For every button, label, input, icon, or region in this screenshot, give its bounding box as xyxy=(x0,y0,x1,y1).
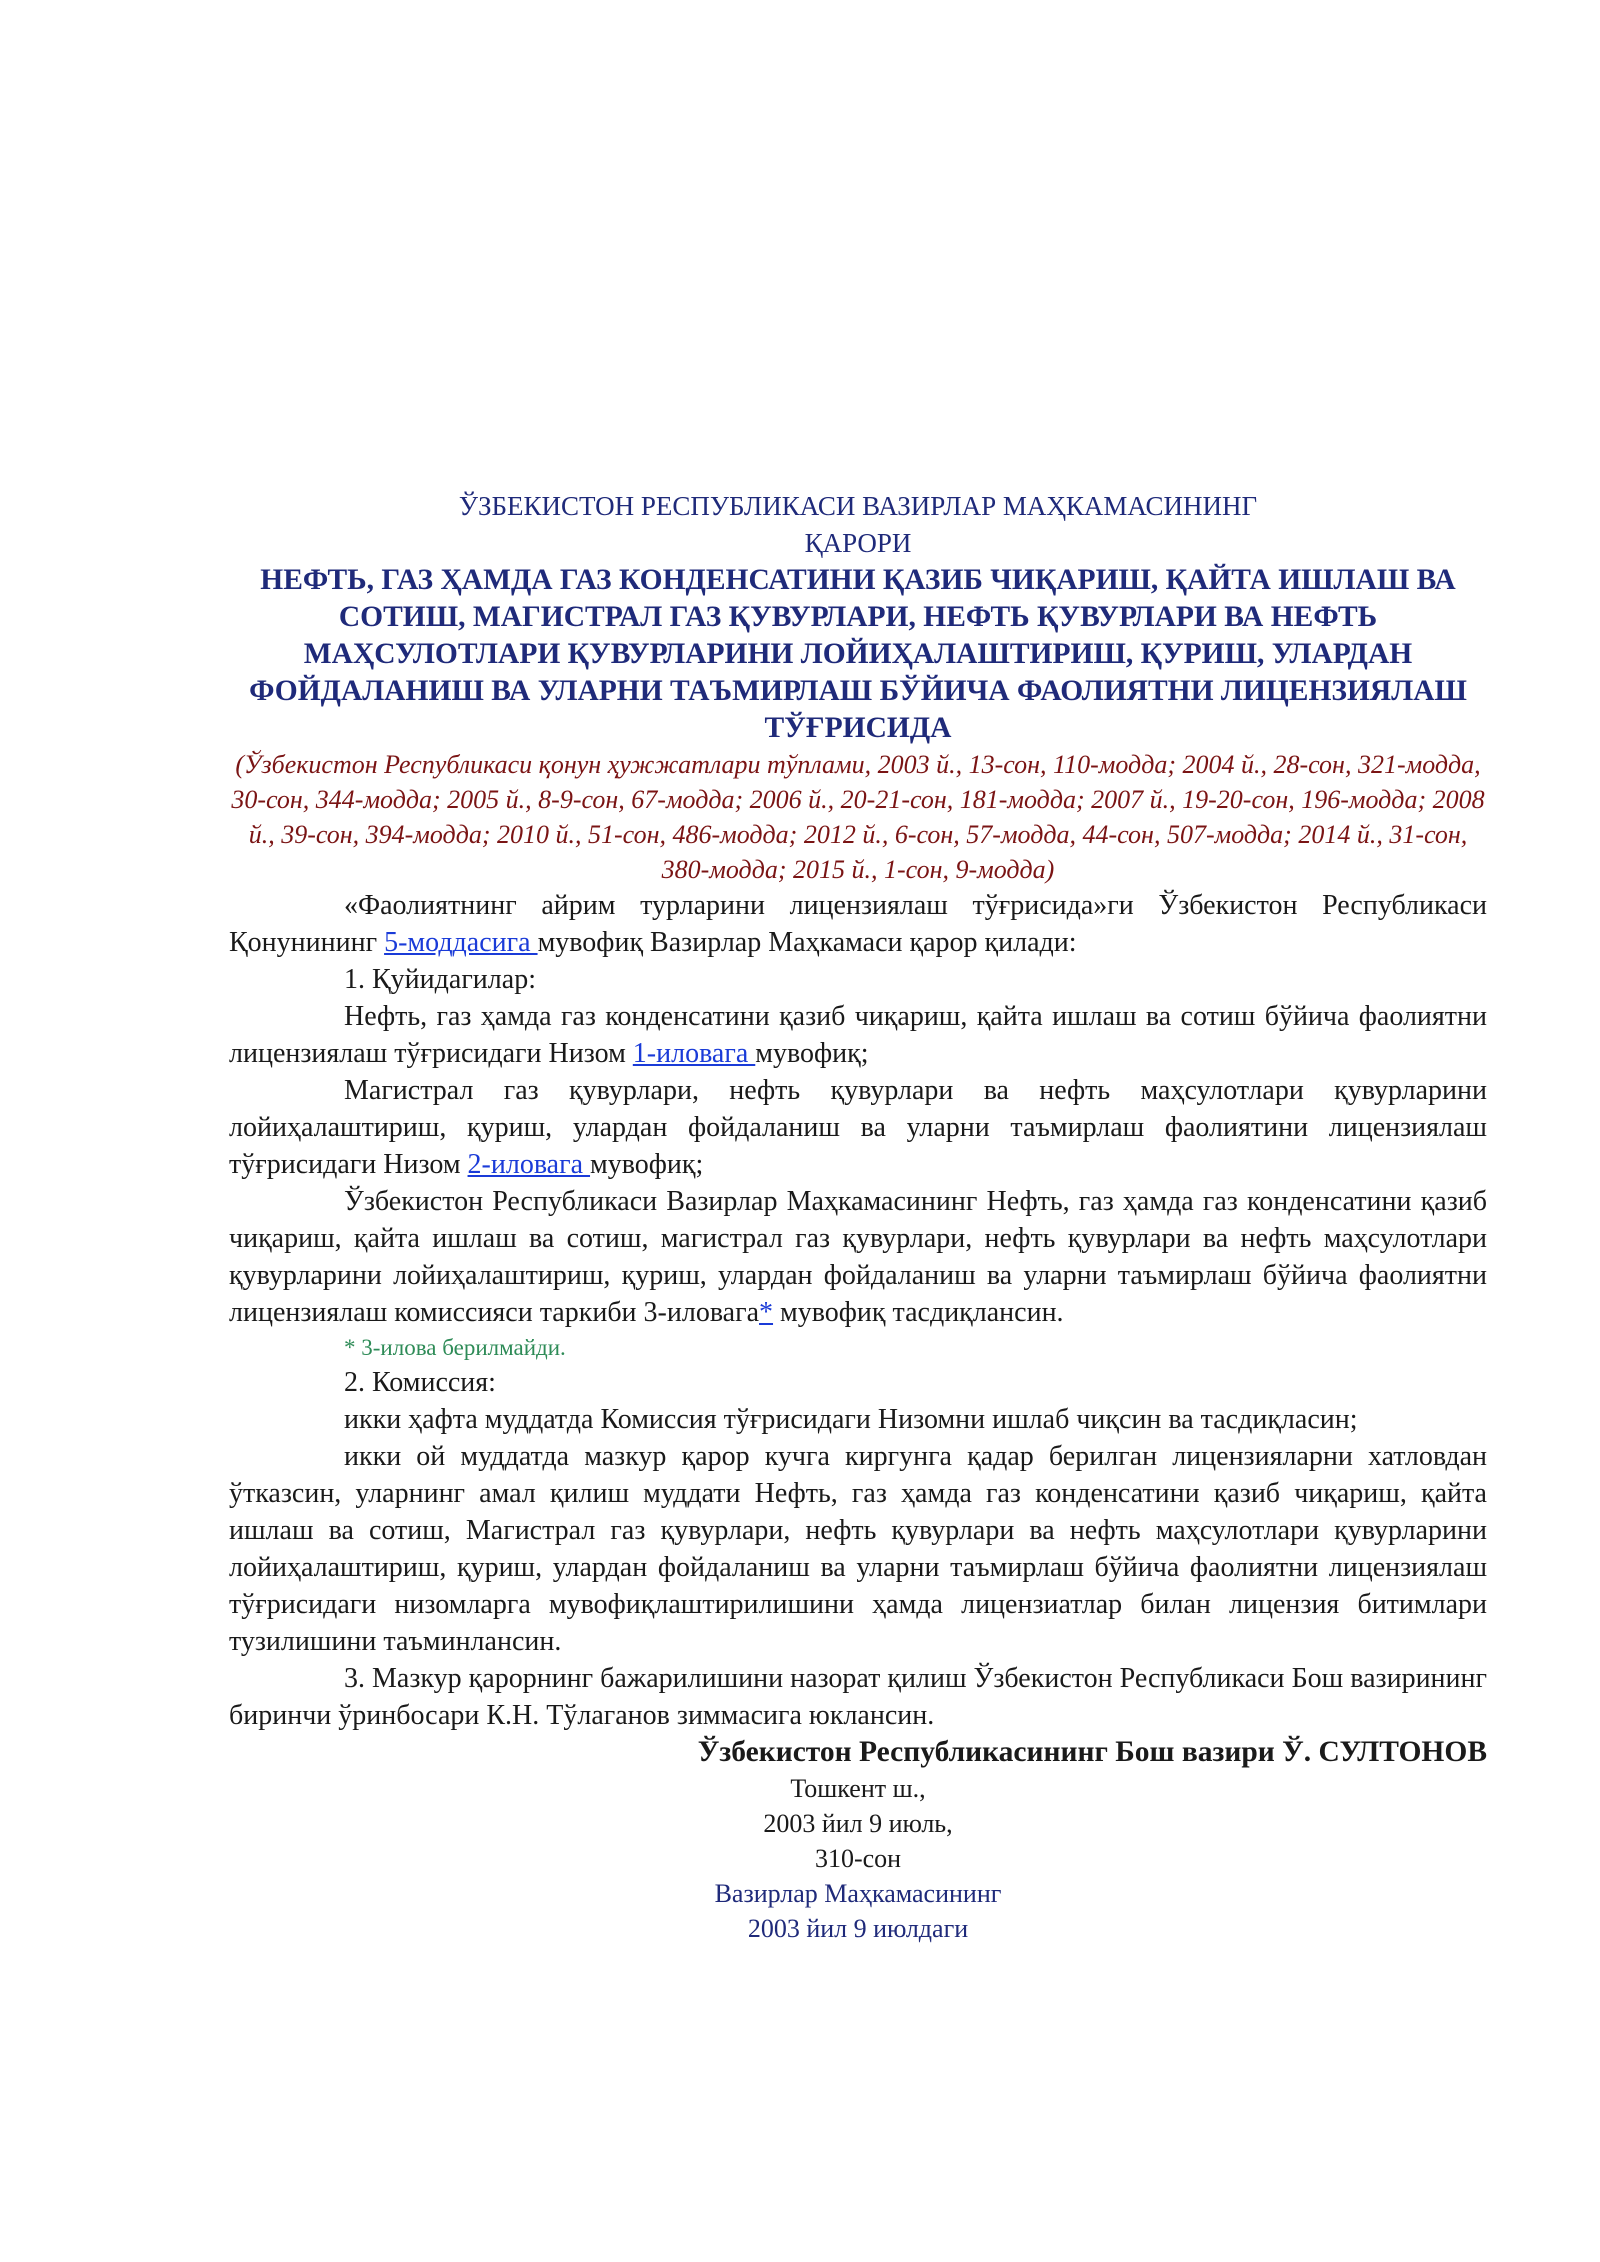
legislation-sources: (Ўзбекистон Республикаси қонун ҳужжатлари тўплами, 2003 й., 13-сон, 110-модда; 2004 й., 28-сон, 321-модда, 30-сон, 344-модда; 2005 й., 8-9-сон, 67-модда; 2006 й., 20-21-сон, 181-модда; 2007 й., 19-20-сон, 196-модда; 2008 й., 39-сон, 394-модда; 2010 й., 51-сон, 486-модда; 2012 й., 6-сон, 57-модда, 44-сон, 507-модда; 2014 й., 31-сон, 380-модда; 2015 й., 1-сон, 9-модда) xyxy=(231,750,1485,884)
issuance-block xyxy=(229,1771,1487,1946)
item-1-b xyxy=(229,1072,1487,1183)
preamble xyxy=(229,887,1487,961)
issuance-city: Тошкент ш., xyxy=(790,1774,926,1803)
item-1-a xyxy=(229,998,1487,1072)
item-1-c-tail: мувофиқ тасдиқлансин. xyxy=(773,1297,1064,1328)
item-1-c-text: Ўзбекистон Республикаси Вазирлар Маҳкамасининг Нефть, газ ҳамда газ конденсатини қазиб чиқариш, қайта ишлаш ва сотиш, магистрал газ қувурлари, нефть қувурлари ва нефть маҳсулотлари қувурларини лойиҳалаштириш, қуриш, улардан фойдаланиш ва уларни таъмирлаш бўйича фаолиятни лицензиялаш комиссияси таркиби 3-иловага xyxy=(229,1186,1487,1328)
item-2-heading: 2. Комиссия: xyxy=(344,1367,496,1398)
item-2-b: икки ой муддатда мазкур қарор кучга киргунга қадар берилган лицензияларни хатловдан ўтказсин, уларнинг амал қилиш муддати Нефть, газ ҳамда газ конденсатини қазиб чиқариш, қайта ишлаш ва сотиш, Магистрал газ қувурлари, нефть қувурлари ва нефть маҳсулотлари қувурларини лойиҳалаштириш, қуриш, улардан фойдаланиш ва уларни таъмирлаш бўйича фаолиятни лицензиялаш тўғрисидаги низомларга мувофиқлаштирилишини ҳамда лицензиатлар билан лицензия битимлари тузилишини таъминлансин. xyxy=(229,1441,1487,1657)
item-1-heading: 1. Қуйидагилар: xyxy=(344,964,536,995)
footnote-asterisk-link[interactable]: * xyxy=(759,1297,774,1328)
issuer-line-1: ЎЗБЕКИСТОН РЕСПУБЛИКАСИ ВАЗИРЛАР МАҲКАМАСИНИНГ xyxy=(458,491,1258,521)
document-title: НЕФТЬ, ГАЗ ҲАМДА ГАЗ КОНДЕНСАТИНИ ҚАЗИБ ЧИҚАРИШ, ҚАЙТА ИШЛАШ ВА СОТИШ, МАГИСТРАЛ ГАЗ ҚУВУРЛАРИ, НЕФТЬ ҚУВУРЛАРИ ВА НЕФТЬ МАҲСУЛОТЛАРИ ҚУВУРЛАРИНИ ЛОЙИҲАЛАШТИРИШ, ҚУРИШ, УЛАРДАН ФОЙДАЛАНИШ ВА УЛАРНИ ТАЪМИРЛАШ БЎЙИЧА ФАОЛИЯТНИ ЛИЦЕНЗИЯЛАШ ТЎҒРИСИДА xyxy=(249,564,1467,744)
footnote-note: * 3-илова берилмайди. xyxy=(344,1335,566,1360)
item-1-c xyxy=(229,1183,1487,1331)
issuance-date: 2003 йил 9 июль, xyxy=(763,1809,953,1838)
preamble-text: «Фаолиятнинг айрим турларини лицензиялаш тўғрисида»ги Ўзбекистон Республикаси Қонунининг xyxy=(229,890,1487,958)
annex-2-link[interactable]: 2-иловага xyxy=(467,1149,591,1180)
signature-line: Ўзбекистон Республикасининг Бош вазири Ў. СУЛТОНОВ xyxy=(697,1736,1487,1768)
approved-date: 2003 йил 9 июлдаги xyxy=(747,1914,969,1943)
item-1-a-tail: мувофиқ; xyxy=(755,1038,869,1069)
preamble-tail: мувофиқ Вазирлар Маҳкамаси қарор қилади: xyxy=(537,927,1077,958)
issuer-line-2: ҚАРОРИ xyxy=(804,528,912,558)
item-3: 3. Мазкур қарорнинг бажарилишини назорат қилиш Ўзбекистон Республикаси Бош вазирининг биринчи ўринбосари К.Н. Тўлаганов зиммасига юклансин. xyxy=(229,1663,1487,1731)
item-1-b-tail: мувофиқ; xyxy=(590,1149,704,1180)
item-2-a: икки ҳафта муддатда Комиссия тўғрисидаги Низомни ишлаб чиқсин ва тасдиқласин; xyxy=(344,1404,1358,1435)
item-1-b-text: Магистрал газ қувурлари, нефть қувурлари ва нефть маҳсулотлари қувурларини лойиҳалаштириш, қуриш, улардан фойдаланиш ва уларни таъмирлаш фаолиятини лицензиялаш тўғрисидаги Низом xyxy=(229,1075,1487,1180)
issuance-number: 310-сон xyxy=(814,1844,902,1873)
article-5-link[interactable]: 5-моддасига xyxy=(384,927,538,958)
approved-by: Вазирлар Маҳкамасининг xyxy=(714,1879,1002,1908)
item-1-a-text: Нефть, газ ҳамда газ конденсатини қазиб чиқариш, қайта ишлаш ва сотиш бўйича фаолиятни лицензиялаш тўғрисидаги Низом xyxy=(229,1001,1487,1069)
annex-1-link[interactable]: 1-иловага xyxy=(632,1038,756,1069)
